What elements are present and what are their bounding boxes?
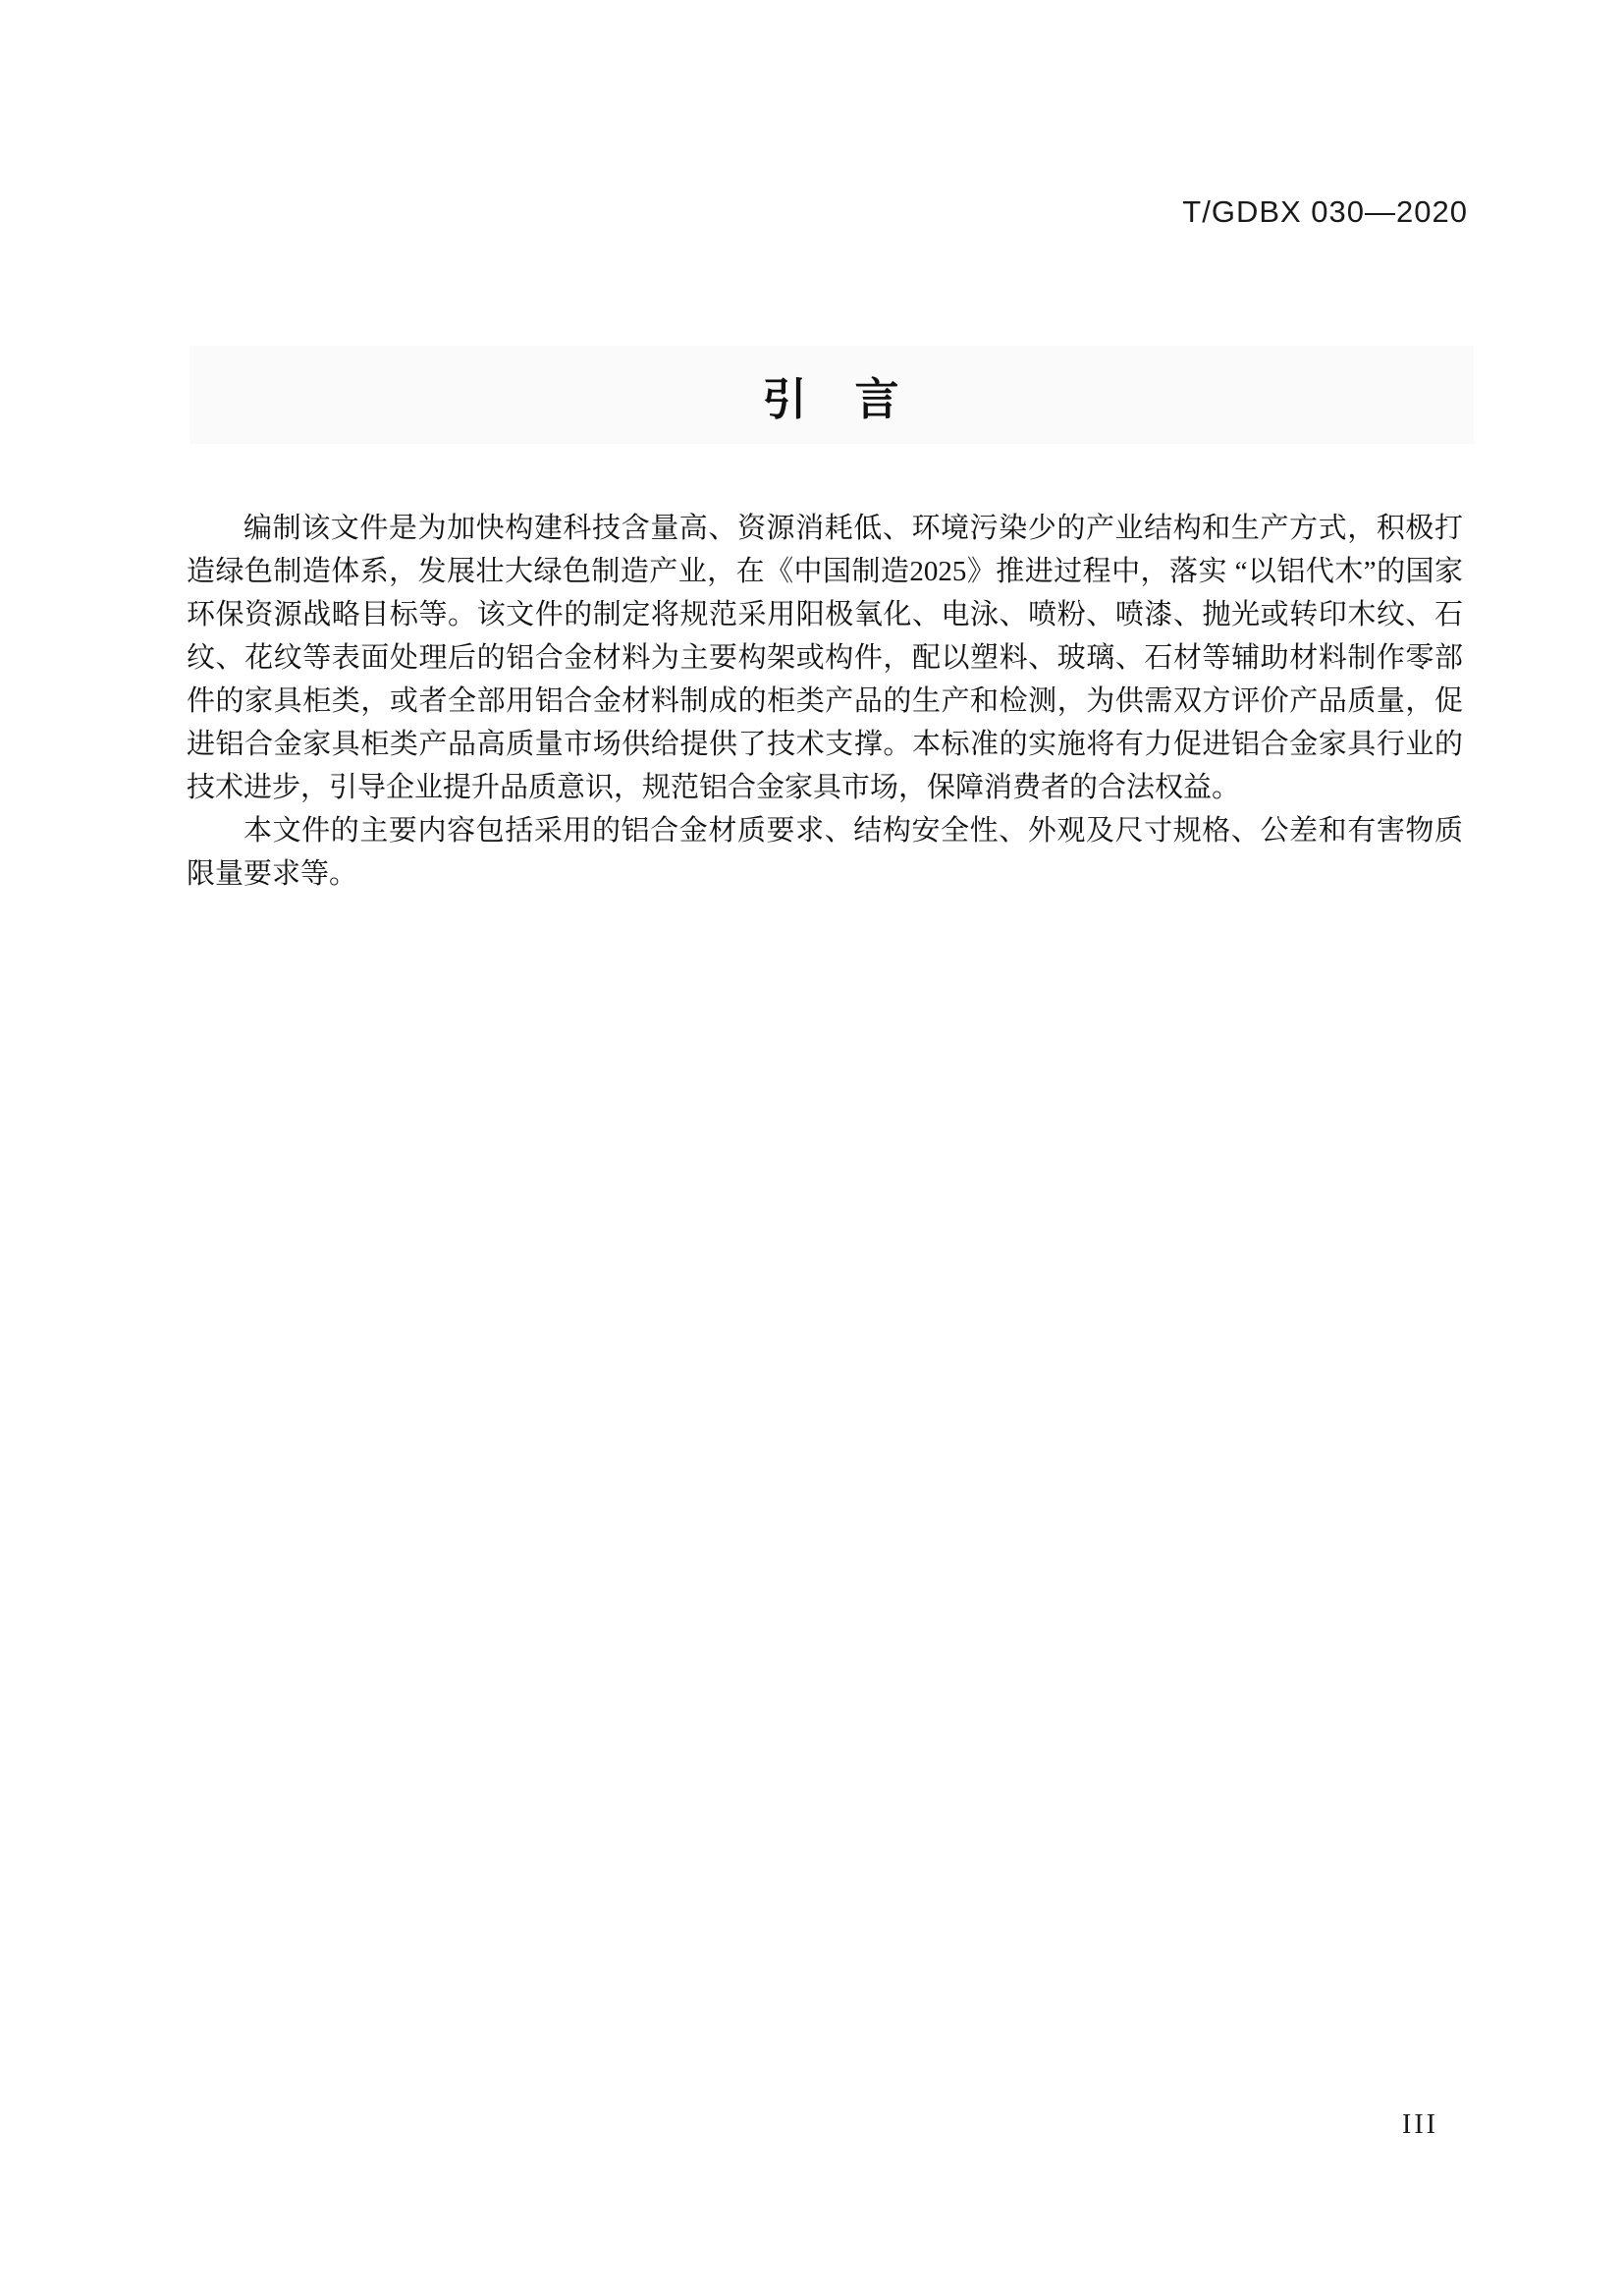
page-number: III xyxy=(1402,2109,1438,2140)
body-text xyxy=(187,507,1463,896)
paragraph-intro-2: 本文件的主要内容包括采用的铝合金材质要求、结构安全性、外观及尺寸规格、公差和有害物质限量要求等。 xyxy=(187,815,1463,890)
paragraph-intro-1: 编制该文件是为加快构建科技含量高、资源消耗低、环境污染少的产业结构和生产方式，积极打造绿色制造体系，发展壮大绿色制造产业，在《中国制造2025》推进过程中，落实 “以铝代木”的国家环保资源战略目标等。该文件的制定将规范采用阳极氧化、电泳、喷粉、喷漆、抛光或转印木纹、石纹、花纹等表面处理后的铝合金材料为主要构架或构件，配以塑料、玻璃、石材等辅助材料制作零部件的家具柜类，或者全部用铝合金材料制成的柜类产品的生产和检测，为供需双方评价产品质量，促进铝合金家具柜类产品高质量市场供给提供了技术支撑。本标准的实施将有力促进铝合金家具行业的技术进步，引导企业提升品质意识，规范铝合金家具市场，保障消费者的合法权益。 xyxy=(187,513,1463,803)
standard-number: T/GDBX 030—2020 xyxy=(1182,194,1468,229)
page-title: 引 言 xyxy=(762,373,901,424)
title-band xyxy=(189,346,1474,444)
